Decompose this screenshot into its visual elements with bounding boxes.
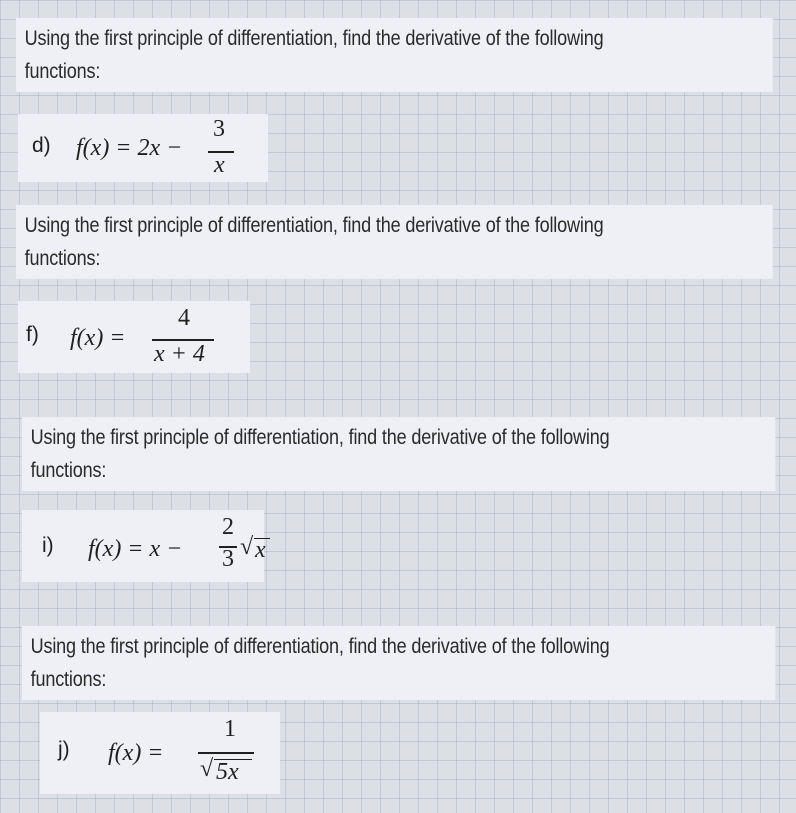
radical-sign: √ <box>240 534 254 560</box>
radical-sign: √ <box>200 756 214 782</box>
instruction-line-2: functions: <box>30 668 107 691</box>
problem-d <box>18 114 268 182</box>
radicand: x <box>255 537 266 563</box>
instruction-line-2: functions: <box>24 247 101 270</box>
fraction-numerator: 2 <box>222 514 234 540</box>
instruction-line-1: Using the first principle of differentiation, find the derivative of the following <box>30 426 610 449</box>
problem-label: d) <box>32 134 51 157</box>
problem-j <box>40 712 280 794</box>
instruction-line-1: Using the first principle of differentiation, find the derivative of the following <box>30 635 610 658</box>
fraction-numerator: 4 <box>178 305 190 331</box>
instruction-block-1 <box>16 18 773 92</box>
function-lhs: f(x) = <box>108 740 164 766</box>
problem-label: i) <box>42 534 54 557</box>
fraction-numerator: 1 <box>224 716 236 742</box>
instruction-line-2: functions: <box>24 60 101 83</box>
fraction-bar <box>198 752 254 754</box>
problem-label: j) <box>58 738 70 761</box>
fraction-denominator: x <box>214 152 225 178</box>
instruction-line-2: functions: <box>30 459 107 482</box>
problem-i <box>22 510 264 582</box>
radicand: 5x <box>216 759 239 785</box>
function-lhs: f(x) = <box>70 325 126 351</box>
instruction-block-3 <box>22 417 775 491</box>
function-lhs: f(x) = 2x − <box>76 135 183 161</box>
problem-label: f) <box>26 323 39 346</box>
function-lhs: f(x) = x − <box>88 536 183 562</box>
instruction-block-2 <box>16 205 773 279</box>
instruction-line-1: Using the first principle of differentiation, find the derivative of the following <box>24 214 604 237</box>
fraction-denominator: x + 4 <box>154 341 205 367</box>
instruction-block-4 <box>22 626 775 700</box>
instruction-line-1: Using the first principle of differentiation, find the derivative of the following <box>24 27 604 50</box>
fraction-numerator: 3 <box>213 116 225 142</box>
fraction-denominator: 3 <box>222 546 234 572</box>
problem-f <box>18 301 250 373</box>
